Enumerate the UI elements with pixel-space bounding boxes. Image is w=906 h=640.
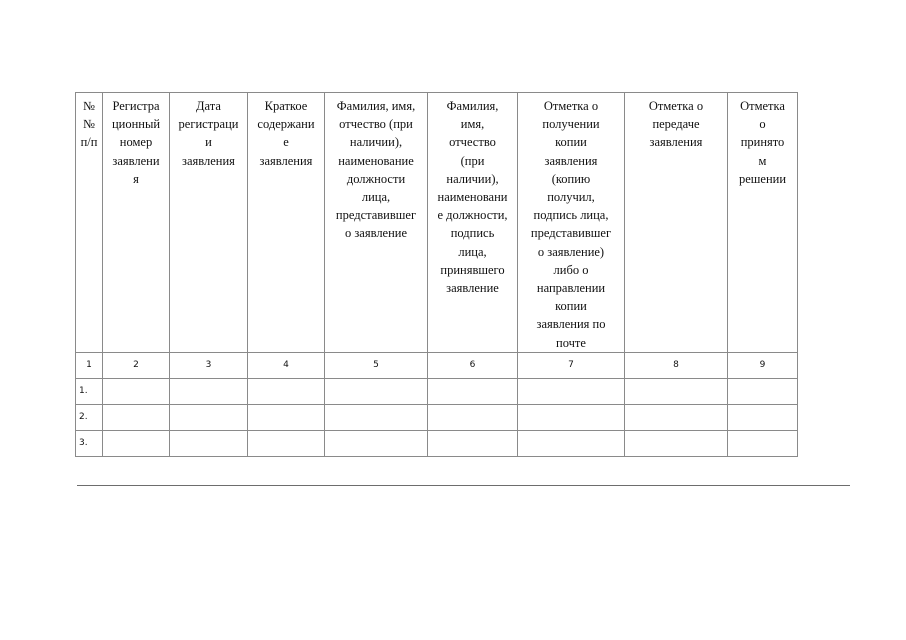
- column-number: 5: [325, 352, 428, 378]
- column-number: 7: [518, 352, 625, 378]
- table-cell: [625, 430, 728, 456]
- row-number: 3.: [76, 430, 103, 456]
- table-cell: [248, 378, 325, 404]
- table-cell: [518, 430, 625, 456]
- table-cell: [325, 404, 428, 430]
- header-cell-decision-mark: Отметка о принято м решении: [728, 93, 798, 353]
- table-row: [76, 378, 798, 404]
- table-cell: [170, 404, 248, 430]
- table-cell: [728, 404, 798, 430]
- table-cell: [728, 430, 798, 456]
- column-number: 9: [728, 352, 798, 378]
- column-number: 3: [170, 352, 248, 378]
- table-cell: [428, 404, 518, 430]
- registration-table: [75, 92, 798, 457]
- table-cell: [428, 430, 518, 456]
- table-row: [76, 404, 798, 430]
- table-cell: [170, 430, 248, 456]
- row-number: 2.: [76, 404, 103, 430]
- table-cell: [248, 404, 325, 430]
- table-row: [76, 430, 798, 456]
- row-number: 1.: [76, 378, 103, 404]
- column-number: 8: [625, 352, 728, 378]
- table-cell: [325, 378, 428, 404]
- header-cell-row-number: № № п/п: [76, 93, 103, 353]
- header-cell-copy-receipt: Отметка о получении копии заявления (копию получил, подпись лица, представившег о заявление) либо о направлении копии заявления по почте: [518, 93, 625, 353]
- header-cell-transfer-mark: Отметка о передаче заявления: [625, 93, 728, 353]
- table-cell: [325, 430, 428, 456]
- table-cell: [103, 404, 170, 430]
- column-number: 4: [248, 352, 325, 378]
- table-cell: [103, 378, 170, 404]
- table-cell: [728, 378, 798, 404]
- table-cell: [625, 378, 728, 404]
- table-cell: [518, 378, 625, 404]
- header-row: [76, 93, 798, 353]
- table-cell: [248, 430, 325, 456]
- header-cell-registration-date: Дата регистраци и заявления: [170, 93, 248, 353]
- header-cell-registration-number: Регистра ционный номер заявлени я: [103, 93, 170, 353]
- table-cell: [103, 430, 170, 456]
- table-cell: [428, 378, 518, 404]
- table-cell: [625, 404, 728, 430]
- column-number: 2: [103, 352, 170, 378]
- column-number-row: [76, 352, 798, 378]
- table-cell: [170, 378, 248, 404]
- table-cell: [518, 404, 625, 430]
- column-number: 1: [76, 352, 103, 378]
- header-cell-submitter: Фамилия, имя, отчество (при наличии), наименование должности лица, представившег о заявление: [325, 93, 428, 353]
- header-cell-receiver: Фамилия, имя, отчество (при наличии), наименовани е должности, подпись лица, принявшего заявление: [428, 93, 518, 353]
- column-number: 6: [428, 352, 518, 378]
- footnote-separator-line: [77, 485, 850, 486]
- header-cell-summary: Краткое содержани е заявления: [248, 93, 325, 353]
